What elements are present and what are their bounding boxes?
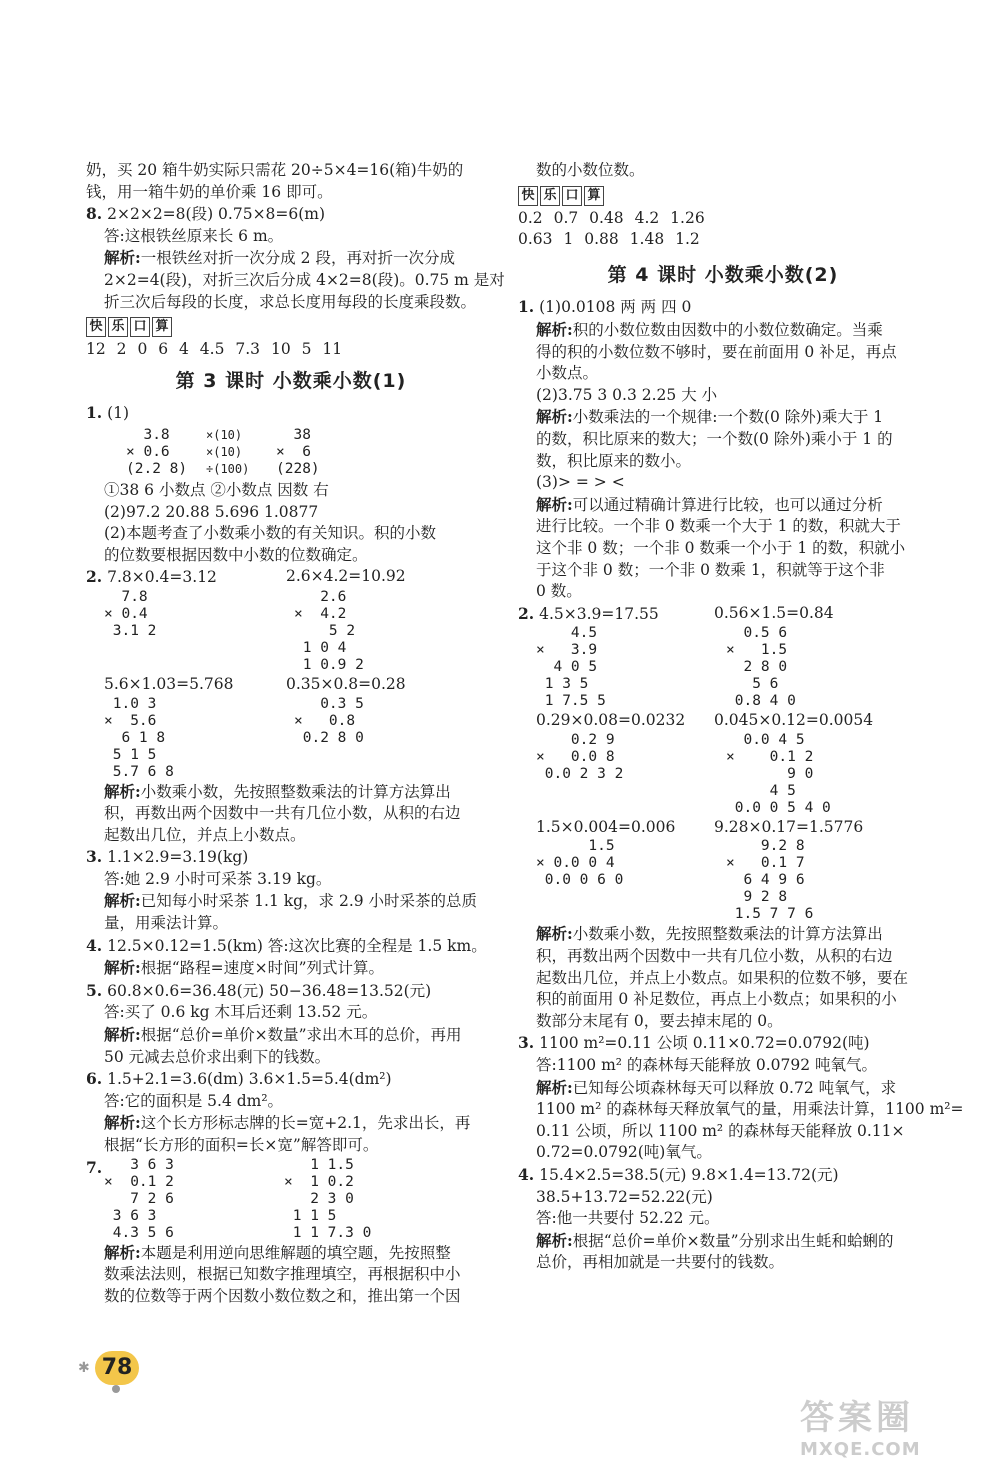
- watermark-logo: [800, 1390, 960, 1460]
- text-line: 奶，买 20 箱牛奶实际只需花 20÷5×4=16(箱)牛奶的: [86, 161, 464, 179]
- quick-calc-label: 快 乐 口 算: [86, 317, 496, 337]
- vertical-calc: 1.0 3 × 5.6 6 1 8 5 1 5 5.7 6 8: [104, 695, 174, 780]
- q2-headers: 2. 7.8×0.4=3.12 2.6×4.2=10.92: [86, 567, 406, 587]
- q1-answer: (2)3.75 3 0.3 2.25 大 小: [536, 385, 718, 404]
- vertical-calc: 3.8 × 0.6 (2.2 8): [126, 426, 188, 477]
- q2-explanation: 积的前面用 0 补足数位，再点上小数点；如果积的小: [536, 990, 897, 1009]
- q1-explanation: 数，积比原来的数小。: [536, 451, 692, 470]
- q2-explanation: 解析:小数乘小数，先按照整数乘法的计算方法算出: [104, 781, 451, 801]
- q4-explanation: 总价，再相加就是一共要付的钱数。: [536, 1253, 785, 1272]
- q1-explanation: 的位数要根据因数中小数的位数确定。: [104, 545, 368, 564]
- q1-answer: (3)> = > <: [536, 473, 625, 492]
- page-number: 78: [95, 1351, 139, 1385]
- q1-explanation: 小数点。: [536, 364, 599, 383]
- text-line: 数的小数位数。: [536, 161, 645, 179]
- q2-headers: 1.5×0.004=0.006 9.28×0.17=1.5776: [536, 817, 864, 836]
- left-column: [86, 160, 505, 1307]
- q7-explanation: 数乘法法则，根据已知数字推理填空，再根据积中小: [104, 1265, 461, 1284]
- vertical-calc: 7.8 × 0.4 3.1 2: [104, 588, 157, 639]
- q3-conclusion: 答:她 2.9 小时可采茶 3.19 kg。: [104, 869, 332, 888]
- q4-answer: 4. 15.4×2.5=38.5(元) 9.8×1.4=13.72(元): [518, 1165, 839, 1184]
- q3-conclusion: 答:1100 m² 的森林每天能释放 0.0792 吨氧气。: [536, 1056, 878, 1075]
- q3-explanation: 0.11 公顷，所以 1100 m² 的森林每天能释放 0.11×: [536, 1121, 905, 1140]
- q5-conclusion: 答:买了 0.6 kg 木耳后还剩 13.52 元。: [104, 1003, 378, 1022]
- q1-explanation: 于这个非 0 数；一个非 0 数乘 1，积就等于这个非: [536, 560, 885, 579]
- q7-explanation: 数的位数等于两个因数小数位数之和，推出第一个因: [104, 1286, 461, 1305]
- q1-explanation: 解析:积的小数位数由因数中的小数位数确定。当乘: [536, 319, 883, 339]
- q1-explanation: 这个非 0 数；一个非 0 数乘一个小于 1 的数，积就小: [536, 538, 906, 557]
- q1-part1: 1. (1): [86, 403, 130, 423]
- q3-answer: 3. 1100 m²=0.11 公顷 0.11×0.72=0.0792(吨): [518, 1033, 870, 1053]
- q1-explanation: 解析:小数乘法的一个规律:一个数(0 除外)乘大于 1: [536, 407, 884, 427]
- q2-headers: 5.6×1.03=5.768 0.35×0.8=0.28: [104, 674, 406, 693]
- q1-calculation: [86, 427, 496, 478]
- quick-calc-label: 快 乐 口 算: [518, 186, 928, 206]
- q8-conclusion: 答:这根铁丝原来长 6 m。: [104, 226, 284, 245]
- q2-explanation: 起数出几位，并点上小数点。如果积的位数不够，要在: [536, 968, 909, 987]
- watermark-text: 答案圈: [800, 1398, 914, 1438]
- q2-calcs: [86, 696, 496, 781]
- q1-explanation: 0 数。: [536, 582, 582, 601]
- q4-answer: 4. 12.5×0.12=1.5(km) 答:这次比赛的全程是 1.5 km。: [86, 935, 487, 955]
- q3-explanation: 0.72=0.0792(吨)氧气。: [536, 1143, 712, 1162]
- q8-answer: 8. 2×2×2=8(段) 0.75×8=6(m): [86, 204, 326, 224]
- q5-explanation: 50 元减去总价求出剩下的钱数。: [104, 1047, 331, 1066]
- vertical-calc: 0.5 6 × 1.5 2 8 0 5 6 0.8 4 0: [726, 625, 796, 710]
- q5-answer: 5. 60.8×0.6=36.48(元) 50−36.48=13.52(元): [86, 980, 432, 1000]
- q7-calcs: 7. 3 6 3 × 0.1 2 7 2 6 3 6 3 4.3 5 6 1 1.5 × 1 0.2 2 3 0 1 1 5 1 1 7.3 0: [86, 1157, 496, 1242]
- quick-calc-answers: 0.2 0.7 0.48 4.2 1.26: [518, 208, 705, 227]
- q6-explanation: 解析:这个长方形标志牌的长=宽+2.1，先求出长，再: [104, 1113, 471, 1133]
- vertical-calc: 0.2 9 × 0.0 8 0.0 2 3 2: [536, 731, 624, 782]
- star-icon: ✱: [78, 1360, 90, 1376]
- vertical-calc: 1 1.5 × 1 0.2 2 3 0 1 1 5 1 1 7.3 0: [284, 1156, 372, 1241]
- q3-answer: 3. 1.1×2.9=3.19(kg): [86, 847, 249, 867]
- q2-explanation: 起数出几位，并点上小数点。: [104, 825, 306, 844]
- q8-explanation: 2×2=4(段)，对折三次后分成 4×2=8(段)。0.75 m 是对: [104, 270, 505, 289]
- quick-calc-answers: 0.63 1 0.88 1.48 1.2: [518, 230, 700, 249]
- q1-explanation: 的数，积比原来的数大；一个数(0 除外)乘小于 1 的: [536, 429, 893, 448]
- q4-answer: 38.5+13.72=52.22(元): [536, 1187, 713, 1206]
- vertical-calc: 4.5 × 3.9 4 0 5 1 3 5 1 7.5 5: [536, 625, 606, 710]
- q8-explanation: 折三次后每段的长度，求总长度用每段的长度乘段数。: [104, 292, 477, 311]
- q2-explanation: 积，再数出两个因数中一共有几位小数，从积的右边: [536, 947, 893, 966]
- vertical-calc: 38 × 6 (228): [276, 426, 320, 477]
- q6-conclusion: 答:它的面积是 5.4 dm²。: [104, 1091, 284, 1110]
- q2-headers: 2. 4.5×3.9=17.55 0.56×1.5=0.84: [518, 603, 834, 623]
- q6-answer: 6. 1.5+2.1=3.6(dm) 3.6×1.5=5.4(dm²): [86, 1069, 392, 1089]
- q7-explanation: 解析:本题是利用逆向思维解题的填空题，先按照整: [104, 1242, 451, 1262]
- vertical-calc: 9.2 8 × 0.1 7 6 4 9 6 9 2 8 1.5 7 7 6: [726, 838, 814, 923]
- watermark-url: MXQE.COM: [800, 1439, 921, 1460]
- q3-explanation: 1100 m² 的森林每天释放氧气的量，用乘法计算，1100 m²=: [536, 1100, 964, 1119]
- right-column: [518, 160, 964, 1274]
- conversion-arrows: ×(10) ×(10) ÷(100): [206, 427, 250, 476]
- q2-headers: 0.29×0.08=0.0232 0.045×0.12=0.0054: [536, 711, 874, 730]
- dot-icon: [112, 1385, 120, 1393]
- vertical-calc: 3 6 3 × 0.1 2 7 2 6 3 6 3 4.3 5 6: [104, 1156, 174, 1241]
- q1-explanation: (2)本题考查了小数乘小数的有关知识。积的小数: [104, 524, 436, 543]
- q3-explanation: 量，用乘法计算。: [104, 914, 229, 933]
- q1-explanation: 进行比较。一个非 0 数乘一个大于 1 的数，积就大于: [536, 517, 901, 536]
- q2-calcs: [86, 589, 496, 674]
- lesson-title: 第 3 课时 小数乘小数(1): [175, 369, 407, 392]
- q5-explanation: 解析:根据“总价=单价×数量”求出木耳的总价，再用: [104, 1025, 462, 1045]
- q8-explanation: 解析:一根铁丝对折一次分成 2 段，再对折一次分成: [104, 248, 455, 268]
- q2-explanation: 积，再数出两个因数中一共有几位小数，从积的右边: [104, 804, 461, 823]
- q3-explanation: 解析:已知每小时采茶 1.1 kg，求 2.9 小时采茶的总质: [104, 891, 478, 911]
- q3-explanation: 解析:已知每公顷森林每天可以释放 0.72 吨氧气，求: [536, 1077, 897, 1097]
- q1-explanation: 得的积的小数位数不够时，要在前面用 0 补足，再点: [536, 342, 897, 361]
- text-line: 钱，用一箱牛奶的单价乘 16 即可。: [86, 182, 333, 201]
- q1-explanation: 解析:可以通过精确计算进行比较，也可以通过分析: [536, 494, 883, 514]
- q4-explanation: 解析:根据“总价=单价×数量”分别求出生蚝和蛤蜊的: [536, 1230, 894, 1250]
- q1-answer: 1. (1)0.0108 两 两 四 0: [518, 297, 692, 317]
- vertical-calc: 2.6 × 4.2 5 2 1 0 4 1 0.9 2: [294, 588, 364, 673]
- q2-explanation: 数部分末尾有 0，要去掉末尾的 0。: [536, 1011, 783, 1030]
- q2-calcs: [518, 732, 928, 817]
- q2-calcs: [518, 838, 928, 923]
- lesson-title: 第 4 课时 小数乘小数(2): [607, 263, 839, 286]
- vertical-calc: 0.3 5 × 0.8 0.2 8 0: [294, 695, 364, 746]
- vertical-calc: 1.5 × 0.0 0 4 0.0 0 6 0: [536, 838, 624, 889]
- q6-explanation: 根据“长方形的面积=长×宽”解答即可。: [104, 1136, 379, 1154]
- q4-explanation: 解析:根据“路程=速度×时间”列式计算。: [104, 958, 385, 978]
- quick-calc-answers: 12 2 0 6 4 4.5 7.3 10 5 11: [86, 340, 343, 359]
- vertical-calc: 0.0 4 5 × 0.1 2 9 0 4 5 0.0 0 5 4 0: [726, 731, 831, 816]
- q1-answer: (2)97.2 20.88 5.696 1.0877: [104, 502, 319, 521]
- q2-calcs: [518, 625, 928, 710]
- q2-explanation: 解析:小数乘小数，先按照整数乘法的计算方法算出: [536, 924, 883, 944]
- q4-conclusion: 答:他一共要付 52.22 元。: [536, 1209, 720, 1228]
- q1-answer: ①38 6 小数点 ②小数点 因数 右: [104, 480, 329, 499]
